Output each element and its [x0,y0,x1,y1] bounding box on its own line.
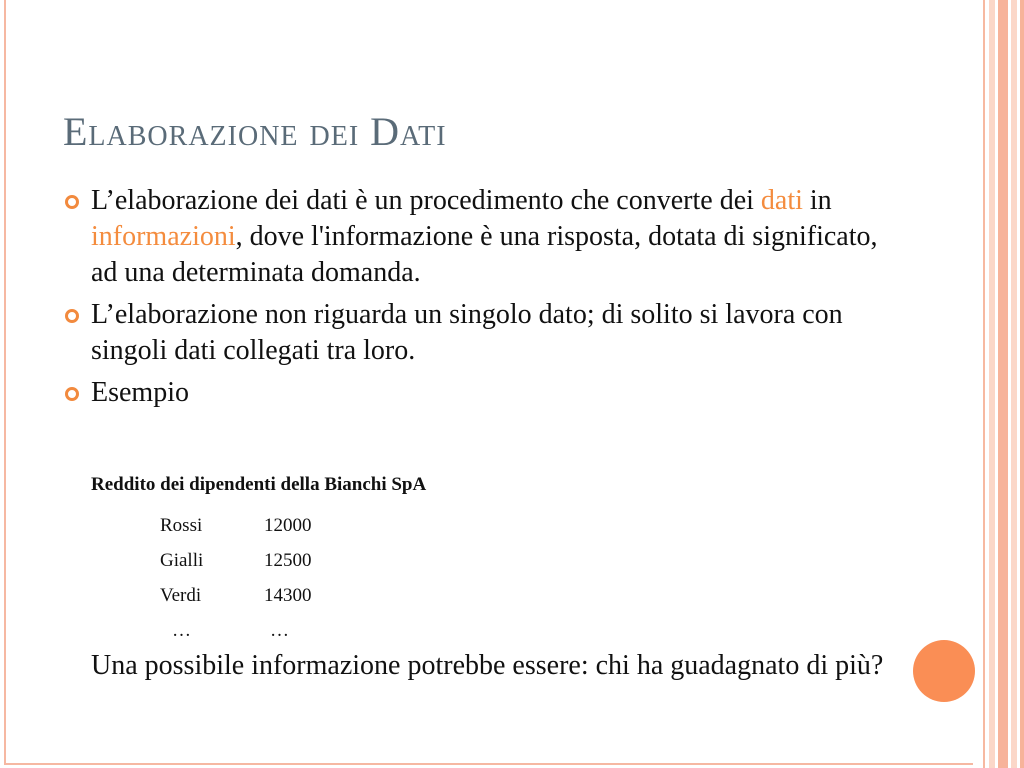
bullet-text-part: L’elaborazione dei dati è un procedimento che converte dei [91,185,761,216]
bullet-item [63,183,903,291]
employee-income: 12500 [264,549,312,571]
employee-name: Verdi [160,584,202,606]
stripe [1011,0,1017,768]
bullet-list [63,183,903,417]
employee-income: 14300 [264,584,312,606]
highlight-term: informazioni [91,221,236,252]
bullet-text-part: , dove l'informazione è una risposta, dotata di significato, ad una determinata domanda. [91,221,878,288]
bullet-text-part: in [802,185,832,216]
conclusion-text: Una possibile informazione potrebbe essere: chi ha guadagnato di più? [91,650,884,681]
bullet-item [63,297,903,369]
bullet-ring-icon [65,387,79,401]
accent-circle [913,640,975,702]
stripe [983,0,985,768]
highlight-term: dati [760,185,803,216]
stripe [998,0,1008,768]
stripe [989,0,995,768]
employee-income: 12000 [264,514,312,536]
bullet-text-part: L’elaborazione non riguarda un singolo dato; di solito si lavora con singoli dati collegati tra loro. [91,299,843,366]
employee-income: … [270,619,289,641]
table-row [160,508,312,543]
table-row [160,578,312,613]
example-caption: Reddito dei dipendenti della Bianchi SpA [91,474,427,495]
employee-name: … [172,619,191,641]
bullet-ring-icon [65,195,79,209]
table-row [160,543,312,578]
employee-name: Gialli [160,549,204,571]
employee-name: Rossi [160,514,203,536]
bullet-item [63,375,903,411]
salary-table [160,508,312,648]
stripe [1020,0,1024,768]
table-row [160,613,312,648]
decorative-stripes [981,0,1024,768]
bullet-text-part: Esempio [91,377,189,408]
bullet-ring-icon [65,309,79,323]
slide-title: Elaborazione dei Dati [63,109,447,154]
